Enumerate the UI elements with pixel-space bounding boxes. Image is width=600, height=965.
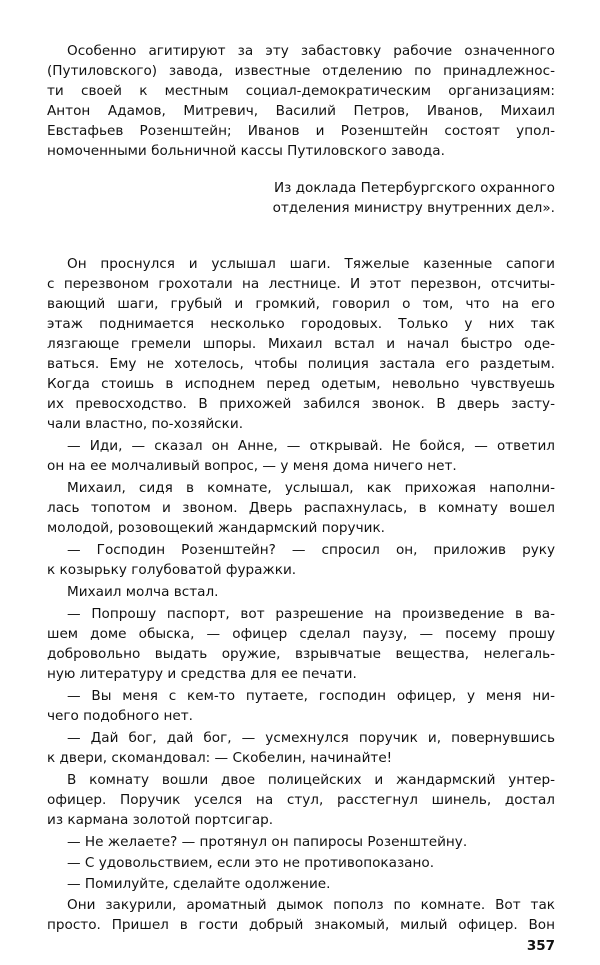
text-line: их превосходство. В прихожей забился звонок. В дверь засту-	[47, 396, 555, 412]
text-line: Михаил молча встал.	[67, 584, 219, 600]
text-line: офицер. Поручик уселся на стул, расстегнул шинель, достал	[47, 792, 555, 808]
text-line: Он проснулся и услышал шаги. Тяжелые казенные сапоги	[67, 256, 555, 272]
text-line: чего подобного нет.	[47, 708, 193, 724]
text-line: Когда стоишь в исподнем перед одетым, невольно чувствуешь	[47, 376, 555, 392]
text-line: номоченными больничной кассы Путиловского завода.	[47, 143, 445, 159]
text-line: Антон Адамов, Митревич, Василий Петров, Иванов, Михаил	[47, 103, 555, 119]
text-line: он на ее молчаливый вопрос, — у меня дома ничего нет.	[47, 458, 457, 474]
text-line: (Путиловского) завода, известные отделению по принадлежнос-	[47, 63, 555, 79]
text-line: — Помилуйте, сделайте одолжение.	[67, 876, 331, 892]
text-line: ти своей к местным социал-демократическим организациям:	[47, 83, 555, 99]
text-line: из кармана золотой портсигар.	[47, 812, 274, 828]
page-number: 357	[526, 938, 555, 954]
attribution-line: Из доклада Петербургского охранного	[273, 180, 555, 196]
text-line: просто. Пришел в гости добрый знакомый, милый офицер. Вон	[47, 917, 555, 933]
text-line: ную литературу и средства для ее печати.	[47, 666, 357, 682]
text-line: — Попрошу паспорт, вот разрешение на произведение в ва-	[67, 606, 555, 622]
text-line: Евстафьев Розенштейн; Иванов и Розенштейн состоят упол-	[47, 123, 555, 139]
text-line: ваться. Ему не хотелось, чтобы полиция застала его раздетым.	[47, 356, 555, 372]
text-line: — Господин Розенштейн? — спросил он, приложив руку	[67, 542, 555, 558]
text-line: лась топотом и звоном. Дверь распахнулась, в комнату вошел	[47, 500, 555, 516]
text-line: добровольно выдать оружие, взрывчатые вещества, нелегаль-	[47, 646, 555, 662]
text-line: В комнату вошли двое полицейских и жандармский унтер-	[67, 772, 555, 788]
text-line: Михаил, сидя в комнате, услышал, как прихожая наполни-	[67, 480, 555, 496]
text-line: этаж поднимается несколько городовых. Только у них так	[47, 316, 555, 332]
text-line: Они закурили, ароматный дымок пополз по комнате. Вот так	[67, 897, 555, 913]
text-line: Особенно агитируют за эту забастовку рабочие означенного	[67, 43, 555, 59]
text-line: — Дай бог, дай бог, — усмехнулся поручик и, повернувшись	[67, 730, 555, 746]
attribution-line: отделения министру внутренних дел».	[272, 200, 555, 216]
text-line: с перезвоном грохотали на лестнице. И этот перезвон, отсчиты-	[47, 276, 555, 292]
text-line: — Не желаете? — протянул он папиросы Розенштейну.	[67, 834, 468, 850]
text-line: лязгающе гремели шпоры. Михаил встал и начал быстро оде-	[47, 336, 555, 352]
text-line: вающий шаги, грубый и громкий, говорил о том, что на его	[47, 296, 555, 312]
text-line: молодой, розовощекий жандармский поручик.	[47, 520, 385, 536]
text-line: чали властно, по-хозяйски.	[47, 416, 244, 432]
text-line: — С удовольствием, если это не противопоказано.	[67, 855, 435, 871]
text-line: — Вы меня с кем-то путаете, господин офицер, у меня ни-	[67, 688, 555, 704]
text-line: — Иди, — сказал он Анне, — открывай. Не бойся, — ответил	[67, 438, 555, 454]
text-line: к козырьку голубоватой фуражки.	[47, 562, 297, 578]
text-line: к двери, скомандовал: — Скобелин, начинайте!	[47, 750, 393, 766]
text-line: шем доме обыска, — офицер сделал паузу, — посему прошу	[47, 626, 555, 642]
